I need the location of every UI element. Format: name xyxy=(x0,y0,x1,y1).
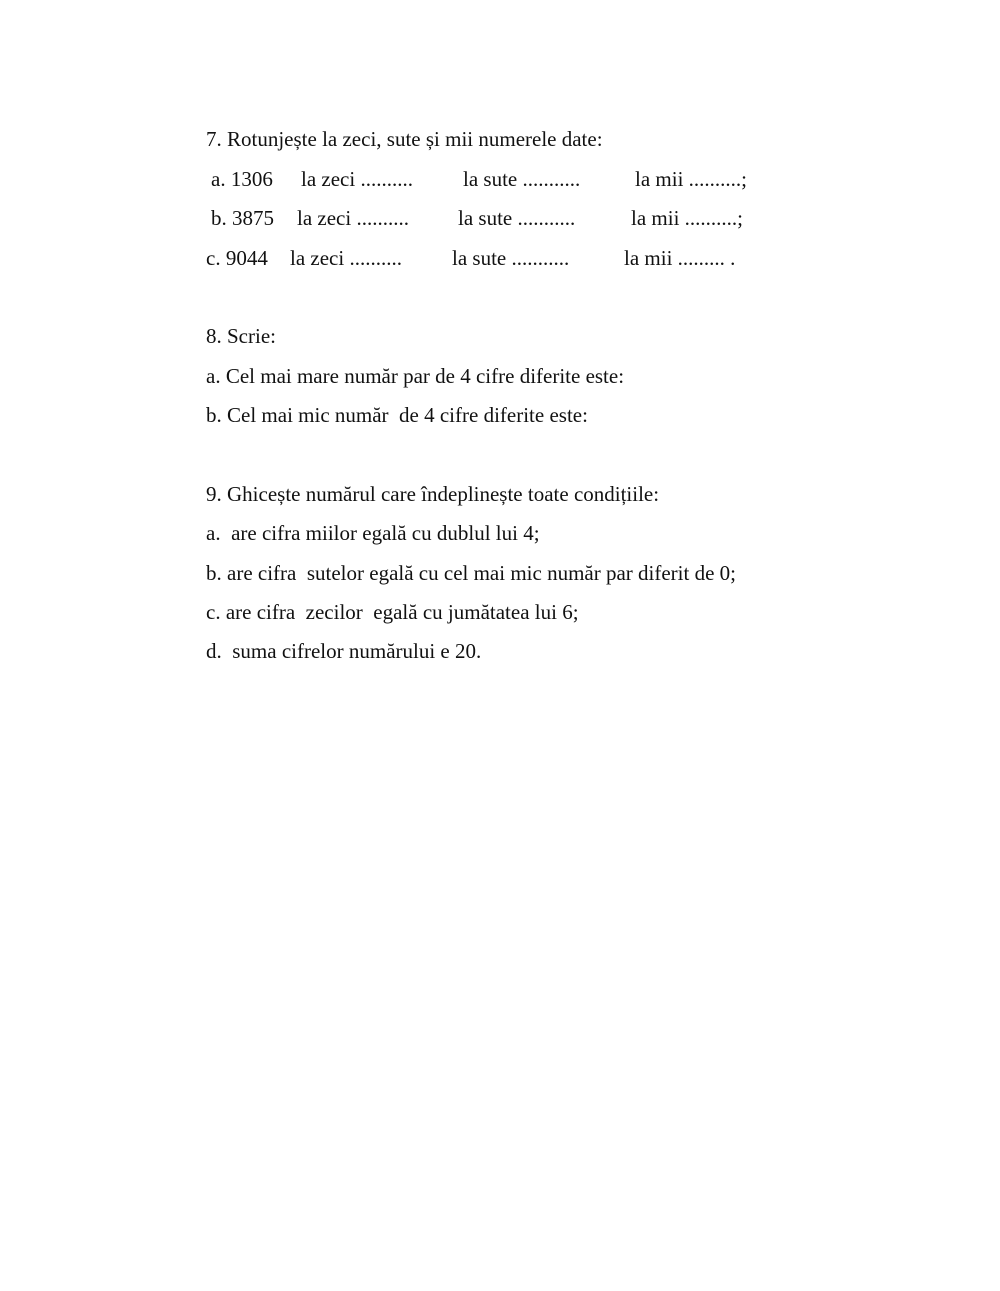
exercise-9-item-c: c. are cifra zecilor egală cu jumătatea lui 6; xyxy=(206,600,579,624)
exercise-9-title: 9. Ghicește numărul care îndeplinește toate condițiile: xyxy=(206,482,660,506)
exercise-7-title: 7. Rotunjește la zeci, sute și mii numerele date: xyxy=(206,127,603,151)
exercise-9-item-a: a. are cifra miilor egală cu dublul lui 4; xyxy=(206,521,540,545)
exercise-9-item-b: b. are cifra sutelor egală cu cel mai mic număr par diferit de 0; xyxy=(206,561,737,585)
exercise-8-item-a: a. Cel mai mare număr par de 4 cifre diferite este: xyxy=(206,364,625,388)
exercise-7-row-b-tens: la zeci .......... xyxy=(297,206,409,230)
exercise-7-row-a-tens: la zeci .......... xyxy=(301,167,413,191)
exercise-7-row-a-number: a. 1306 xyxy=(211,167,273,191)
exercise-7-row-a-thousands: la mii ..........; xyxy=(635,167,747,191)
exercise-7-row-c-tens: la zeci .......... xyxy=(290,246,402,270)
exercise-7-row-a-hundreds: la sute ........... xyxy=(463,167,581,191)
exercise-7-row-b-number: b. 3875 xyxy=(211,206,274,230)
exercise-7-row-c-hundreds: la sute ........... xyxy=(452,246,570,270)
exercise-8-title: 8. Scrie: xyxy=(206,324,276,348)
exercise-7-row-b-thousands: la mii ..........; xyxy=(631,206,743,230)
exercise-8-item-b: b. Cel mai mic număr de 4 cifre diferite este: xyxy=(206,403,588,427)
exercise-7-row-c-thousands: la mii ......... . xyxy=(624,246,736,270)
exercise-9-item-d: d. suma cifrelor numărului e 20. xyxy=(206,639,482,663)
exercise-7-row-c-number: c. 9044 xyxy=(206,246,268,270)
exercise-7-row-b-hundreds: la sute ........... xyxy=(458,206,576,230)
